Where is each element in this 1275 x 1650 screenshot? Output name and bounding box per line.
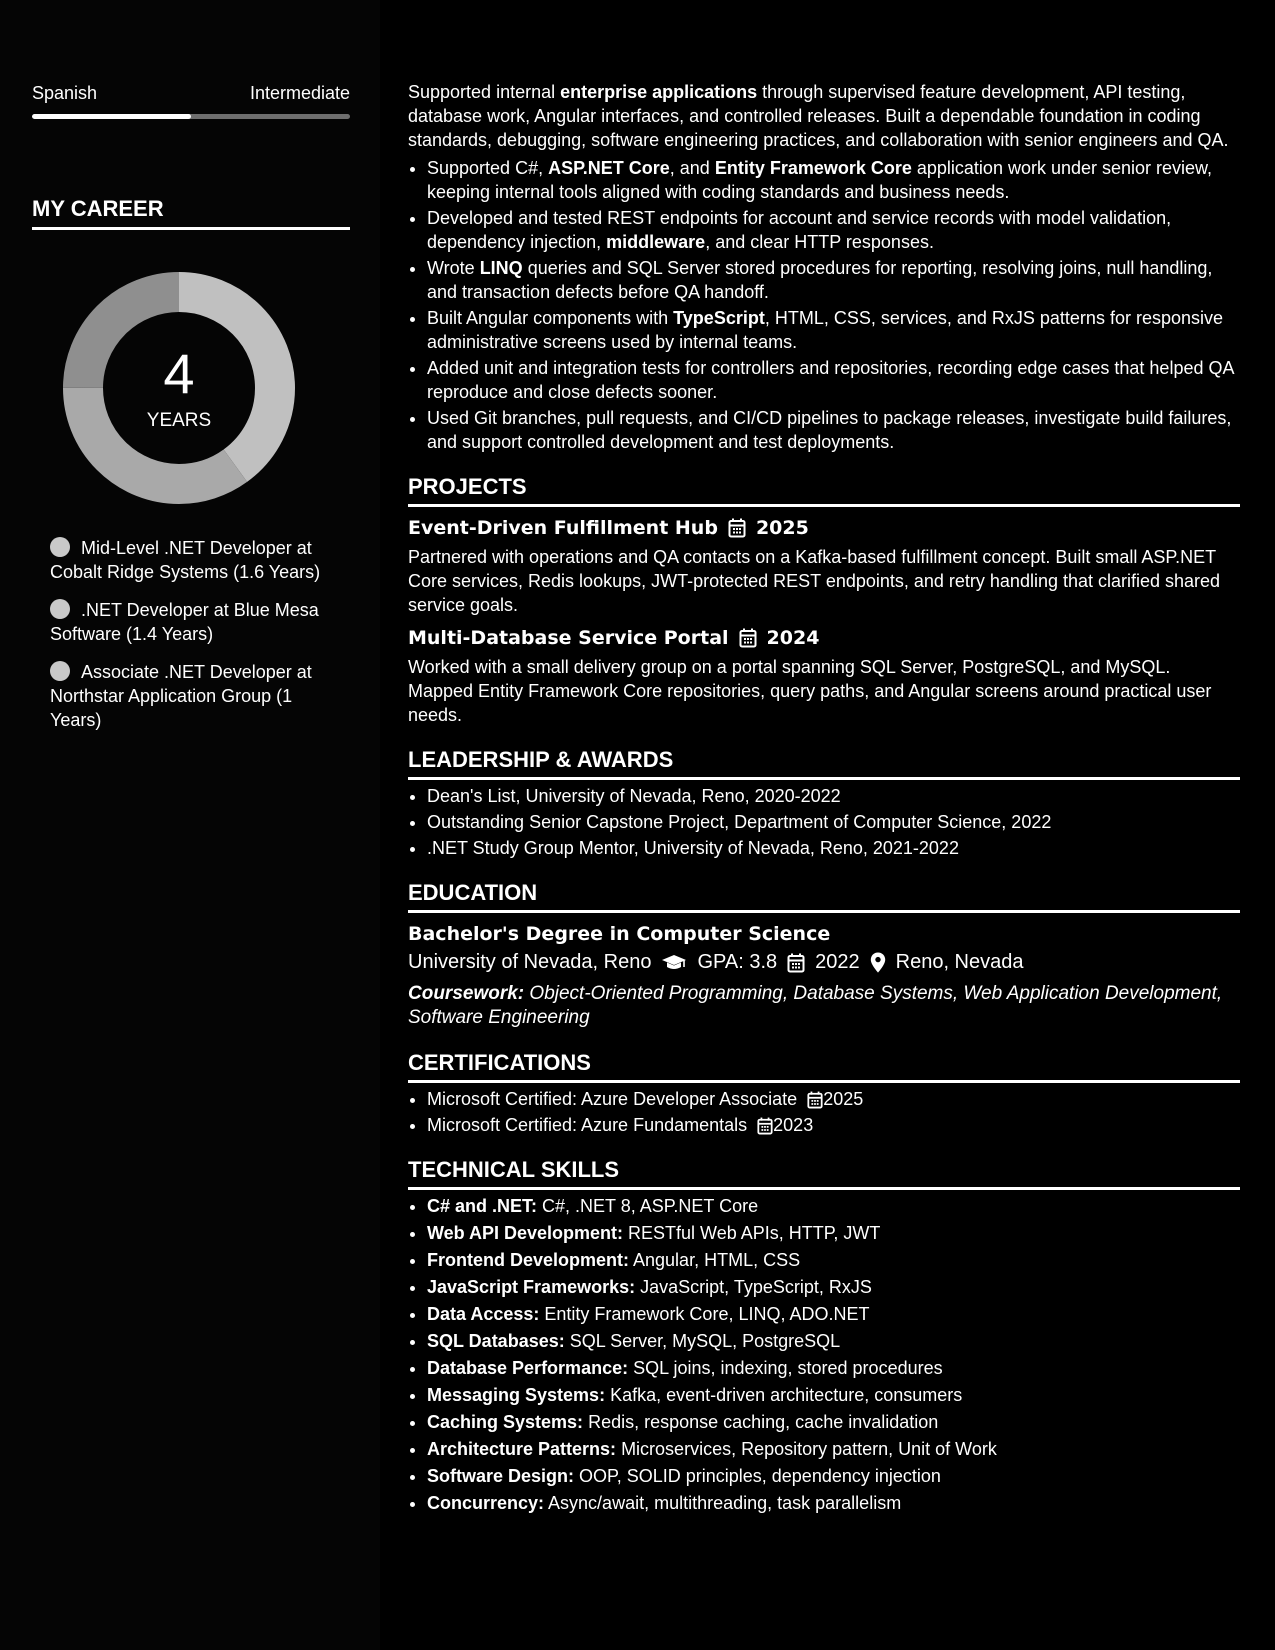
education-location: Reno, Nevada: [895, 951, 1024, 973]
career-item: [50, 660, 340, 732]
career-item: [50, 598, 340, 646]
project-description: Partnered with operations and QA contacts on a Kafka-based fulfillment concept. Built small ASP.NET Core services, Redis lookups, JWT-protected REST endpoints, and retry handling that clarified shared service goals.: [408, 547, 1221, 615]
projects-heading: PROJECTS: [408, 474, 1240, 507]
project-title: Event-Driven Fulfillment Hub 2025: [408, 517, 809, 539]
skill-item: • C# and .NET: C#, .NET 8, ASP.NET Core: [427, 1194, 1240, 1218]
education-year: 2022: [815, 951, 860, 973]
career-item-text: Mid-Level .NET Developer at Cobalt Ridge Systems (1.6 Years): [50, 538, 321, 582]
education-heading: EDUCATION: [408, 880, 1240, 913]
bullet-dot-icon: [50, 537, 70, 557]
skill-item: • Concurrency: Async/await, multithreading, task parallelism: [427, 1491, 1240, 1515]
skill-item: • Frontend Development: Angular, HTML, CSS: [427, 1248, 1240, 1272]
language-row: [32, 83, 350, 107]
certifications-list: [408, 1087, 1240, 1137]
certifications-heading: CERTIFICATIONS: [408, 1050, 1240, 1083]
main-content: [408, 80, 1240, 1518]
skills-list: [408, 1194, 1240, 1515]
language-level: Intermediate: [249, 83, 350, 103]
experience-bullet: • Developed and tested REST endpoints for account and service records with model validation, dependency injection, middleware, and clear HTTP responses.: [427, 206, 1240, 254]
skill-item: • SQL Databases: SQL Server, MySQL, PostgreSQL: [427, 1329, 1240, 1353]
calendar-icon: [807, 1091, 823, 1109]
career-divider: [32, 227, 350, 230]
education-degree: Bachelor's Degree in Computer Science: [408, 923, 831, 945]
project-year: 2025: [755, 517, 809, 539]
skills-heading: TECHNICAL SKILLS: [408, 1157, 1240, 1190]
certification-item: • Microsoft Certified: Azure Fundamentals 2023: [427, 1113, 1240, 1137]
experience-bullets: [408, 156, 1240, 454]
education-gpa: GPA: 3.8: [697, 951, 778, 973]
calendar-icon: [787, 953, 805, 973]
career-years-number: 4: [163, 342, 195, 405]
skill-item: • Software Design: OOP, SOLID principles, dependency injection: [427, 1464, 1240, 1488]
skill-item: • Web API Development: RESTful Web APIs, HTTP, JWT: [427, 1221, 1240, 1245]
career-heading: MY CAREER: [32, 196, 164, 221]
experience-bullet: • Used Git branches, pull requests, and CI/CD pipelines to package releases, investigate build failures, and support controlled development and test deployments.: [427, 406, 1240, 454]
career-years-label: YEARS: [146, 410, 212, 431]
skill-item: • Caching Systems: Redis, response caching, cache invalidation: [427, 1410, 1240, 1434]
leadership-item: • Dean's List, University of Nevada, Reno, 2020-2022: [427, 784, 1240, 808]
leadership-list: [408, 784, 1240, 860]
calendar-icon: [739, 628, 757, 648]
career-item: [50, 536, 340, 584]
calendar-icon: [757, 1117, 773, 1135]
career-item-text: .NET Developer at Blue Mesa Software (1.4 Years): [50, 600, 319, 644]
skill-item: • Messaging Systems: Kafka, event-driven architecture, consumers: [427, 1383, 1240, 1407]
education-coursework: Coursework: Object-Oriented Programming, Database Systems, Web Application Development, Software Engineering: [408, 983, 1223, 1028]
certification-item: • Microsoft Certified: Azure Developer Associate 2025: [427, 1087, 1240, 1111]
bullet-dot-icon: [50, 599, 70, 619]
experience-bullet: • Wrote LINQ queries and SQL Server stored procedures for reporting, resolving joins, null handling, and transaction defects before QA handoff.: [427, 256, 1240, 304]
language-name: Spanish: [32, 83, 98, 103]
location-pin-icon: [870, 952, 886, 973]
skill-item: • JavaScript Frameworks: JavaScript, TypeScript, RxJS: [427, 1275, 1240, 1299]
career-list: [50, 536, 340, 746]
experience-bullet: • Supported C#, ASP.NET Core, and Entity Framework Core application work under senior review, keeping internal tools aligned with coding standards and business needs.: [427, 156, 1240, 204]
language-proficiency-bar: [32, 114, 350, 119]
sidebar: [0, 0, 380, 1650]
project-year: 2024: [766, 627, 820, 649]
leadership-heading: LEADERSHIP & AWARDS: [408, 747, 1240, 780]
skill-item: • Data Access: Entity Framework Core, LINQ, ADO.NET: [427, 1302, 1240, 1326]
project-title: Multi-Database Service Portal 2024: [408, 627, 820, 649]
leadership-item: • Outstanding Senior Capstone Project, Department of Computer Science, 2022: [427, 810, 1240, 834]
calendar-icon: [728, 518, 746, 538]
experience-bullet: • Added unit and integration tests for controllers and repositories, recording edge cases that helped QA reproduce and close defects sooner.: [427, 356, 1240, 404]
graduation-cap-icon: [661, 954, 687, 972]
project-description: Worked with a small delivery group on a portal spanning SQL Server, PostgreSQL, and MySQL. Mapped Entity Framework Core repositories, query paths, and Angular screens around practical user needs.: [408, 657, 1212, 725]
language-proficiency-fill: [32, 114, 191, 119]
skill-item: • Architecture Patterns: Microservices, Repository pattern, Unit of Work: [427, 1437, 1240, 1461]
experience-summary: Supported internal enterprise applications through supervised feature development, API testing, database work, Angular interfaces, and controlled releases. Built a dependable foundation in coding standards, debugging, software engineering practices, and collaboration with senior engineers and QA.: [408, 82, 1229, 150]
skill-item: • Database Performance: SQL joins, indexing, stored procedures: [427, 1356, 1240, 1380]
career-item-text: Associate .NET Developer at Northstar Application Group (1 Years): [50, 662, 312, 730]
bullet-dot-icon: [50, 661, 70, 681]
education-meta: [408, 951, 1240, 974]
education-school: University of Nevada, Reno: [408, 951, 652, 973]
experience-bullet: • Built Angular components with TypeScript, HTML, CSS, services, and RxJS patterns for responsive administrative screens used by internal teams.: [427, 306, 1240, 354]
leadership-item: • .NET Study Group Mentor, University of Nevada, Reno, 2021-2022: [427, 836, 1240, 860]
